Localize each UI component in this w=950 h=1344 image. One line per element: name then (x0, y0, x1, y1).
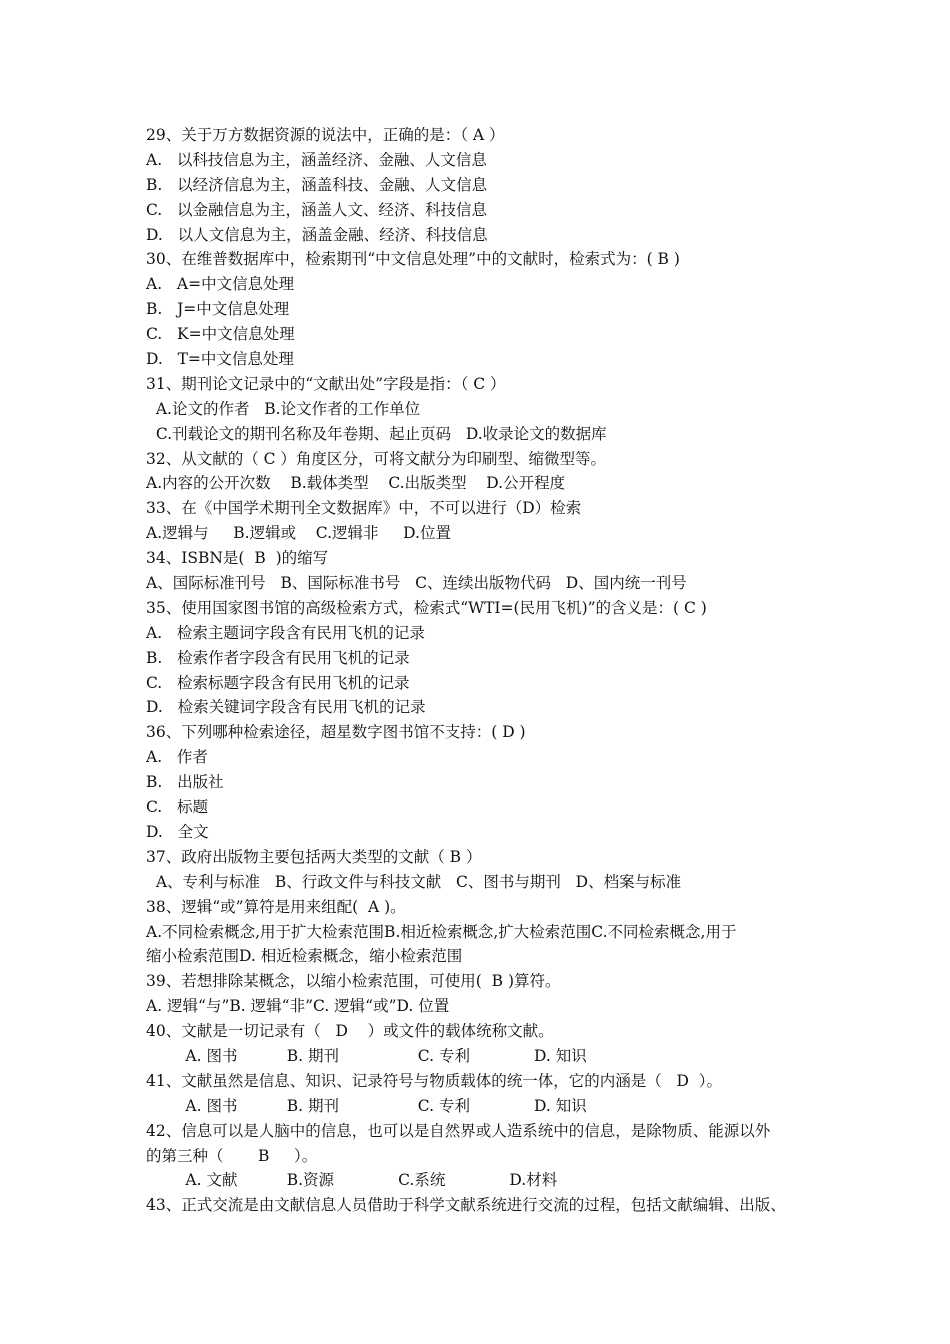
text-line-q30: 30、在维普数据库中，检索期刊“中文信息处理”中的文献时，检索式为：( B ) (146, 250, 680, 269)
text-line-q39: 39、若想排除某概念，以缩小检索范围，可使用( B )算符。 (146, 972, 561, 991)
text-line-q36b: B. 出版社 (146, 773, 224, 792)
text-line-q40: 40、文献是一切记录有（ D ）或文件的载体统称文献。 (146, 1022, 554, 1041)
text-line-q41: 41、文献虽然是信息、知识、记录符号与物质载体的统一体，它的内涵是（ D ）。 (146, 1071, 723, 1090)
text-line-q36: 36、下列哪种检索途径，超星数字图书馆不支持：( D ) (146, 723, 526, 742)
text-line-q35c: C. 检索标题字段含有民用飞机的记录 (146, 673, 410, 692)
text-line-q43: 43、正式交流是由文献信息人员借助于科学文献系统进行交流的过程，包括文献编辑、出版、 (146, 1196, 786, 1215)
text-line-q38opts1: A.不同检索概念,用于扩大检索范围B.相近检索概念,扩大检索范围C.不同检索概念,用于 (146, 922, 737, 941)
text-line-q34opts: A、国际标准刊号 B、国际标准书号 C、连续出版物代码 D、国内统一刊号 (146, 574, 687, 593)
text-line-q29: 29、关于万方数据资源的说法中，正确的是：（ A ） (146, 126, 505, 144)
text-line-q35a: A. 检索主题词字段含有民用飞机的记录 (146, 623, 425, 642)
text-line-q34: 34、ISBN是( B )的缩写 (146, 549, 329, 568)
text-line-q41opts: A. 图书 B. 期刊 C. 专利 D. 知识 (146, 1096, 587, 1115)
text-line-q42b: 的第三种（ B ）。 (146, 1146, 318, 1165)
text-line-q33: 33、在《中国学术期刊全文数据库》中，不可以进行（D）检索 (146, 499, 582, 518)
text-line-q31ab: A.论文的作者 B.论文作者的工作单位 (146, 399, 421, 418)
text-line-q36c: C. 标题 (146, 798, 209, 817)
text-line-q35d: D. 检索关键词字段含有民用飞机的记录 (146, 698, 426, 717)
text-line-q33opts: A.逻辑与 B.逻辑或 C.逻辑非 D.位置 (146, 524, 451, 543)
text-line-q42opts: A. 文献 B.资源 C.系统 D.材料 (146, 1171, 558, 1190)
text-line-q30a: A. A=中文信息处理 (146, 275, 295, 294)
text-line-q35b: B. 检索作者字段含有民用飞机的记录 (146, 648, 410, 667)
text-line-q29d: D. 以人文信息为主，涵盖金融、经济、科技信息 (146, 225, 488, 244)
text-line-q29a: A. 以科技信息为主，涵盖经济、金融、人文信息 (146, 150, 487, 169)
text-line-q38opts2: 缩小检索范围D. 相近检索概念，缩小检索范围 (146, 947, 463, 966)
text-line-q37: 37、政府出版物主要包括两大类型的文献（ B ） (146, 847, 482, 866)
text-line-q36a: A. 作者 (146, 748, 208, 767)
text-line-q30b: B. J=中文信息处理 (146, 300, 290, 319)
text-line-q30c: C. K=中文信息处理 (146, 325, 295, 344)
text-line-q37opts: A、专利与标准 B、行政文件与科技文献 C、图书与期刊 D、档案与标准 (146, 872, 682, 891)
text-line-q32: 32、从文献的（ C ）角度区分，可将文献分为印刷型、缩微型等。 (146, 449, 606, 468)
text-line-q31cd: C.刊载论文的期刊名称及年卷期、起止页码 D.收录论文的数据库 (146, 424, 607, 443)
text-line-q30d: D. T=中文信息处理 (146, 350, 294, 369)
text-line-q32opts: A.内容的公开次数 B.载体类型 C.出版类型 D.公开程度 (146, 474, 566, 493)
text-line-q42: 42、信息可以是人脑中的信息，也可以是自然界或人造系统中的信息，是除物质、能源以外 (146, 1121, 771, 1140)
text-line-q39opts: A. 逻辑“与”B. 逻辑“非”C. 逻辑“或”D. 位置 (146, 997, 450, 1016)
text-line-q38: 38、逻辑“或”算符是用来组配( A )。 (146, 897, 406, 916)
text-line-q35: 35、使用国家图书馆的高级检索方式，检索式“WTI=(民用飞机)”的含义是：( C ) (146, 598, 707, 617)
text-line-q31: 31、期刊论文记录中的“文献出处”字段是指：（ C ） (146, 374, 506, 393)
text-line-q36d: D. 全文 (146, 822, 209, 841)
text-line-q29b: B. 以经济信息为主，涵盖科技、金融、人文信息 (146, 175, 488, 194)
text-line-q40opts: A. 图书 B. 期刊 C. 专利 D. 知识 (146, 1046, 587, 1065)
text-line-q29c: C. 以金融信息为主，涵盖人文、经济、科技信息 (146, 200, 488, 219)
question-list (146, 123, 826, 1218)
